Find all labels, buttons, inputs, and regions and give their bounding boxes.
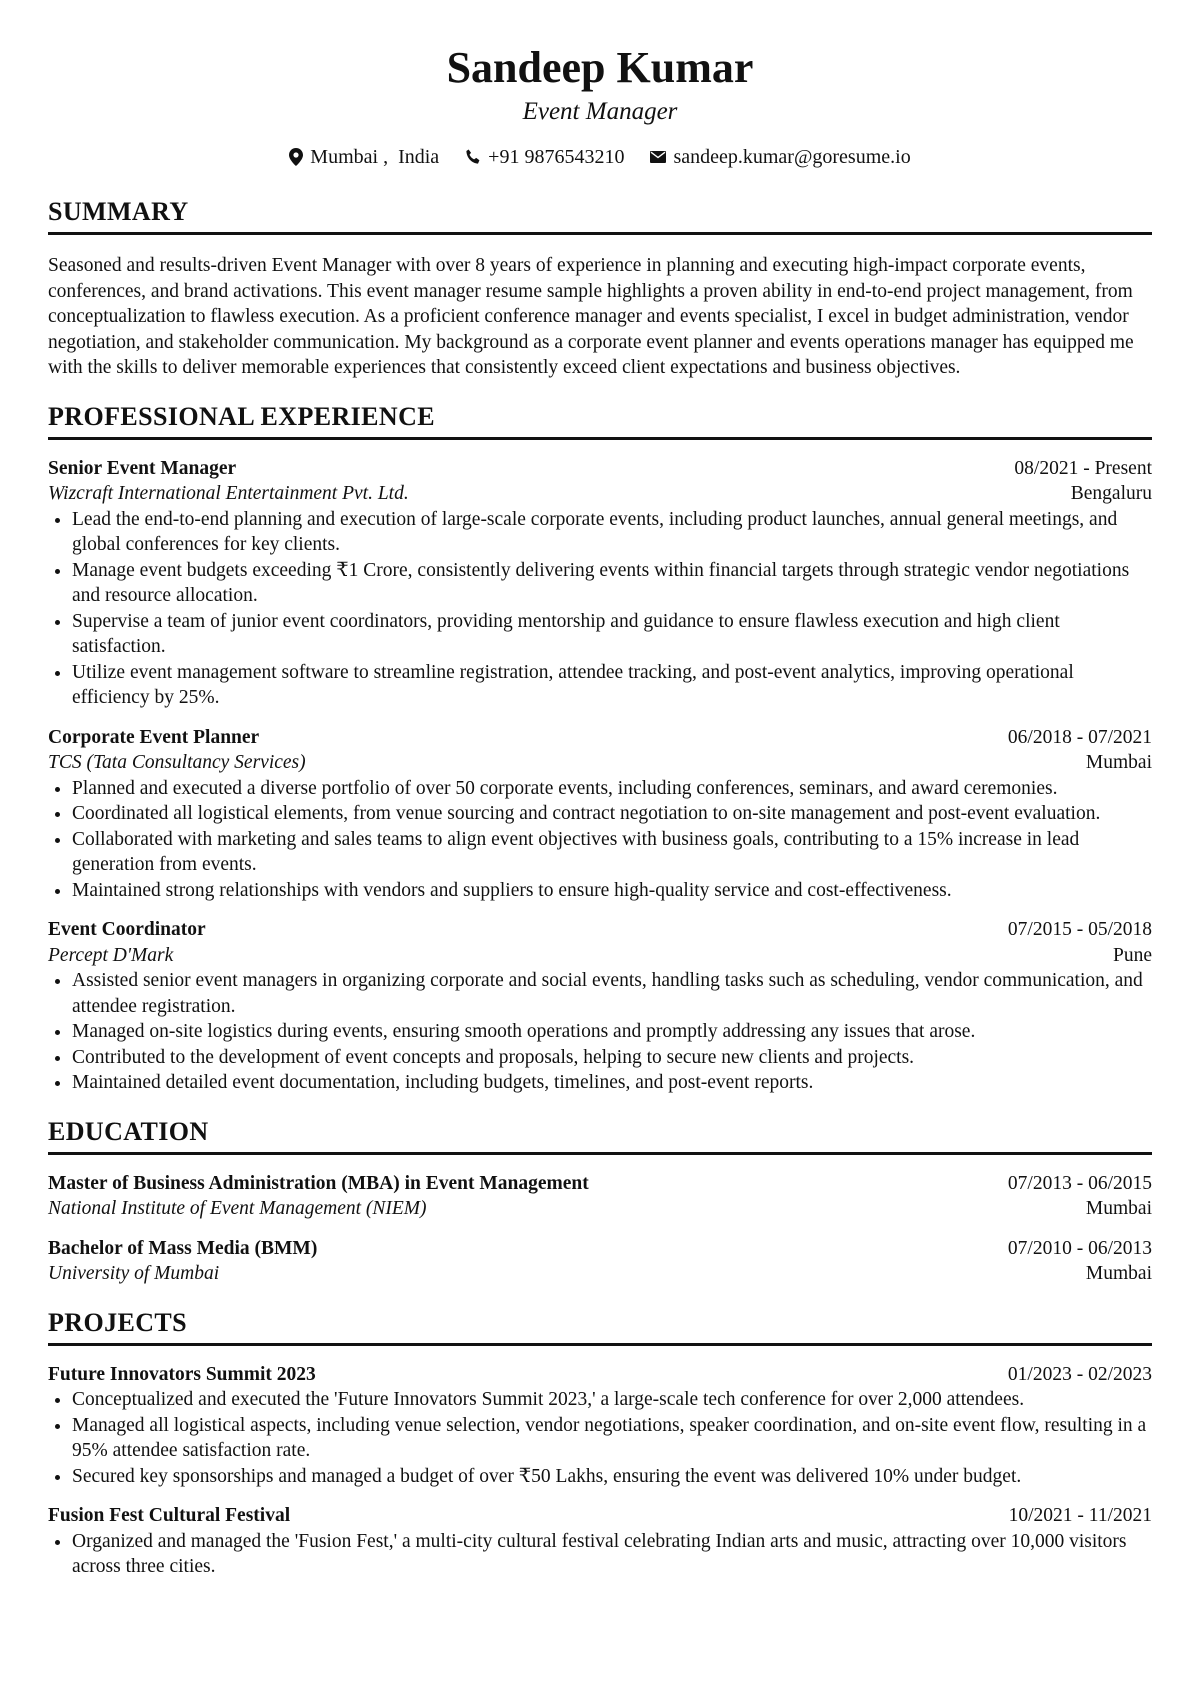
job-dates: 08/2021 - Present — [1014, 457, 1152, 479]
school-name: University of Mumbai — [48, 1263, 220, 1284]
degree-title: Master of Business Administration (MBA) in Event Management — [48, 1172, 589, 1194]
job-location: Mumbai — [1085, 752, 1152, 773]
bullet-item: • Conceptualized and executed the 'Future Innovators Summit 2023,' a large-scale tech conference for over 2,000 attendees. — [72, 1387, 1152, 1413]
experience-section — [48, 401, 1152, 1096]
experience-entry — [48, 917, 1152, 1096]
bullet-item: • Manage event budgets exceeding ₹1 Crore, consistently delivering events within financial targets through strategic vendor negotiations and resource allocation. — [72, 558, 1152, 609]
bullet-item: • Lead the end-to-end planning and execution of large-scale corporate events, including product launches, annual general meetings, and global conferences for key clients. — [72, 507, 1152, 558]
phone-icon — [465, 149, 481, 165]
project-entry — [48, 1503, 1152, 1580]
section-heading-summary: SUMMARY — [48, 196, 1152, 235]
bullet-item: • Managed on-site logistics during events, ensuring smooth operations and promptly addressing any issues that arose. — [72, 1019, 1152, 1045]
experience-entry — [48, 725, 1152, 904]
job-role: Event Coordinator — [48, 919, 206, 940]
job-company: Wizcraft International Entertainment Pvt. Ltd. — [48, 483, 409, 504]
contact-phone — [465, 144, 624, 170]
job-bullets — [48, 968, 1152, 1096]
school-location: Mumbai — [1085, 1198, 1152, 1219]
job-company: Percept D'Mark — [48, 944, 174, 966]
school-location: Mumbai — [1085, 1263, 1152, 1284]
candidate-title: Event Manager — [522, 98, 678, 125]
bullet-item: • Collaborated with marketing and sales teams to align event objectives with business goals, contributing to a 15% increase in lead generation from events. — [72, 827, 1152, 878]
summary-section — [48, 196, 1152, 381]
education-dates: 07/2013 - 06/2015 — [1007, 1172, 1152, 1194]
envelope-icon — [650, 151, 666, 163]
project-name: Future Innovators Summit 2023 — [48, 1363, 316, 1385]
education-dates: 07/2010 - 06/2013 — [1007, 1237, 1152, 1259]
job-role: Corporate Event Planner — [48, 726, 260, 748]
education-section — [48, 1116, 1152, 1287]
job-role: Senior Event Manager — [48, 457, 237, 479]
section-heading-projects: PROJECTS — [48, 1307, 1152, 1346]
experience-entry — [48, 456, 1152, 711]
bullet-item: • Secured key sponsorships and managed a budget of over ₹50 Lakhs, ensuring the event was delivered 10% under budget. — [72, 1464, 1152, 1490]
education-entry — [48, 1171, 1152, 1222]
phone-text[interactable]: +91 9876543210 — [488, 146, 625, 168]
bullet-item: • Coordinated all logistical elements, from venue sourcing and contract negotiation to on-site management and post-event evaluation. — [72, 801, 1152, 827]
bullet-item: • Maintained strong relationships with vendors and suppliers to ensure high-quality service and cost-effectiveness. — [72, 878, 1152, 904]
summary-text: Seasoned and results-driven Event Manager with over 8 years of experience in planning and executing high-impact corporate events, conferences, and brand activations. This event manager resume sample highlights a proven ability in end-to-end project management, from conceptualization to flawless execution. As a proficient conference manager and events specialist, I excel in budget administration, vendor negotiation, and stakeholder communication. My background as a corporate event planner and events operations manager has equipped me with the skills to deliver memorable experiences that consistently exceed client expectations and business objectives. — [48, 255, 1134, 378]
job-company: TCS (Tata Consultancy Services) — [48, 752, 306, 773]
bullet-item: • Maintained detailed event documentation, including budgets, timelines, and post-event reports. — [72, 1070, 1152, 1096]
project-bullets — [48, 1387, 1152, 1489]
project-dates: 10/2021 - 11/2021 — [1008, 1505, 1152, 1526]
contact-bar — [48, 144, 1152, 170]
contact-location — [289, 144, 439, 170]
section-heading-education: EDUCATION — [48, 1116, 1152, 1155]
map-pin-icon — [289, 148, 303, 166]
bullet-item: • Organized and managed the 'Fusion Fest,' a multi-city cultural festival celebrating Indian arts and music, attracting over 10,000 visitors across three cities. — [72, 1529, 1152, 1580]
contact-email — [650, 144, 910, 170]
job-location: Bengaluru — [1070, 483, 1152, 504]
job-bullets — [48, 507, 1152, 711]
projects-section — [48, 1307, 1152, 1580]
bullet-item: • Managed all logistical aspects, including venue selection, vendor negotiations, speaker coordination, and on-site event flow, resulting in a 95% attendee satisfaction rate. — [72, 1413, 1152, 1464]
job-bullets — [48, 776, 1152, 904]
section-heading-experience: PROFESSIONAL EXPERIENCE — [48, 401, 1152, 440]
job-location: Pune — [1113, 944, 1152, 966]
project-entry — [48, 1362, 1152, 1490]
bullet-item: • Utilize event management software to streamline registration, attendee tracking, and post-event analytics, improving operational efficiency by 25%. — [72, 660, 1152, 711]
bullet-item: • Planned and executed a diverse portfolio of over 50 corporate events, including conferences, seminars, and award ceremonies. — [72, 776, 1152, 802]
job-dates: 06/2018 - 07/2021 — [1007, 726, 1152, 748]
job-dates: 07/2015 - 05/2018 — [1007, 919, 1152, 940]
education-entry — [48, 1236, 1152, 1287]
degree-title: Bachelor of Mass Media (BMM) — [48, 1237, 318, 1259]
bullet-item: • Supervise a team of junior event coordinators, providing mentorship and guidance to ensure flawless execution and high client satisfaction. — [72, 609, 1152, 660]
school-name: National Institute of Event Management (NIEM) — [48, 1198, 427, 1219]
project-dates: 01/2023 - 02/2023 — [1007, 1363, 1152, 1385]
location-text: Mumbai , India — [310, 146, 440, 168]
project-name: Fusion Fest Cultural Festival — [48, 1505, 291, 1526]
bullet-item: • Contributed to the development of event concepts and proposals, helping to secure new clients and projects. — [72, 1045, 1152, 1071]
project-bullets — [48, 1529, 1152, 1580]
candidate-name: Sandeep Kumar — [446, 43, 754, 92]
email-link[interactable]: sandeep.kumar@goresume.io — [673, 146, 911, 168]
bullet-item: • Assisted senior event managers in organizing corporate and social events, handling tasks such as scheduling, vendor communication, and attendee registration. — [72, 968, 1152, 1019]
